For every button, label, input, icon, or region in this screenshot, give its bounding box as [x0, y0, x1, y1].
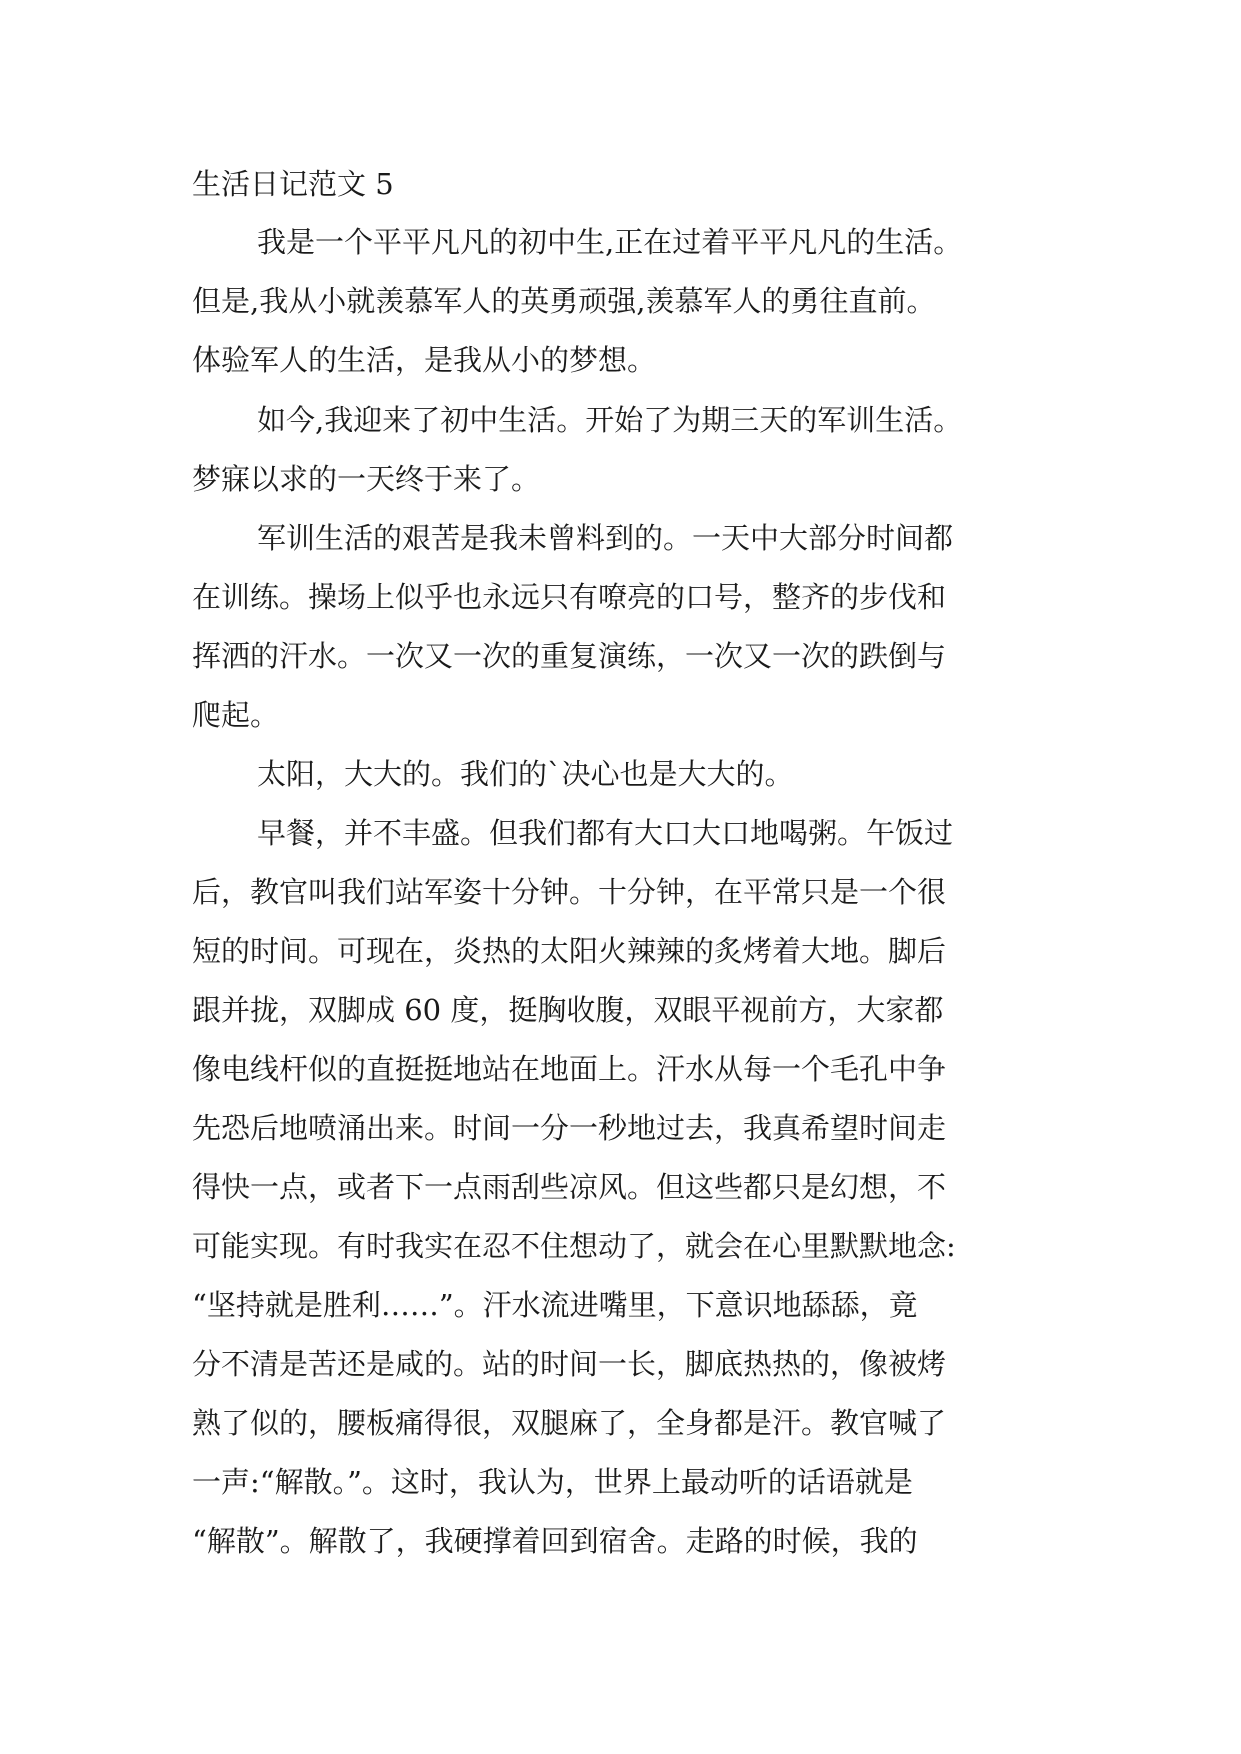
paragraph-line: 军训生活的艰苦是我未曾料到的。一天中大部分时间都: [257, 521, 954, 555]
paragraph-line: 早餐，并不丰盛。但我们都有大口大口地喝粥。午饭过: [257, 816, 954, 850]
paragraph-line: 一声:“解散。”。这时，我认为，世界上最动听的话语就是: [192, 1465, 913, 1499]
document-title: 生活日记范文 5: [192, 167, 394, 201]
paragraph-line: 先恐后地喷涌出来。时间一分一秒地过去，我真希望时间走: [192, 1111, 947, 1145]
paragraph-line: 挥洒的汗水。一次又一次的重复演练，一次又一次的跌倒与: [192, 639, 947, 673]
paragraph-line: 像电线杆似的直挺挺地站在地面上。汗水从每一个毛孔中争: [192, 1052, 947, 1086]
paragraph-line: “坚持就是胜利……”。汗水流进嘴里，下意识地舔舔，竟: [192, 1288, 918, 1322]
paragraph-line: 如今,我迎来了初中生活。开始了为期三天的军训生活。: [257, 403, 963, 437]
paragraph-line: 在训练。操场上似乎也永远只有嘹亮的口号，整齐的步伐和: [192, 580, 947, 614]
paragraph-line: 可能实现。有时我实在忍不住想动了，就会在心里默默地念:: [192, 1229, 956, 1263]
paragraph-line: “解散”。解散了，我硬撑着回到宿舍。走路的时候，我的: [192, 1524, 918, 1558]
paragraph-line: 体验军人的生活，是我从小的梦想。: [192, 343, 657, 377]
paragraph-line: 熟了似的，腰板痛得很，双腿麻了，全身都是汗。教官喊了: [192, 1406, 947, 1440]
paragraph-line: 短的时间。可现在，炎热的太阳火辣辣的炙烤着大地。脚后: [192, 934, 947, 968]
paragraph-line: 我是一个平平凡凡的初中生,正在过着平平凡凡的生活。: [257, 225, 963, 259]
paragraph-line: 得快一点，或者下一点雨刮些凉风。但这些都只是幻想，不: [192, 1170, 947, 1204]
paragraph-line: 太阳，大大的。我们的`决心也是大大的。: [257, 757, 794, 791]
paragraph-line: 但是,我从小就羡慕军人的英勇顽强,羡慕军人的勇往直前。: [192, 284, 936, 318]
paragraph-line: 后，教官叫我们站军姿十分钟。十分钟，在平常只是一个很: [192, 875, 947, 909]
paragraph-line: 分不清是苦还是咸的。站的时间一长，脚底热热的，像被烤: [192, 1347, 947, 1381]
paragraph-line: 梦寐以求的一天终于来了。: [192, 462, 541, 496]
paragraph-line: 跟并拢，双脚成 60 度，挺胸收腹，双眼平视前方，大家都: [192, 993, 944, 1027]
paragraph-line: 爬起。: [192, 698, 280, 732]
